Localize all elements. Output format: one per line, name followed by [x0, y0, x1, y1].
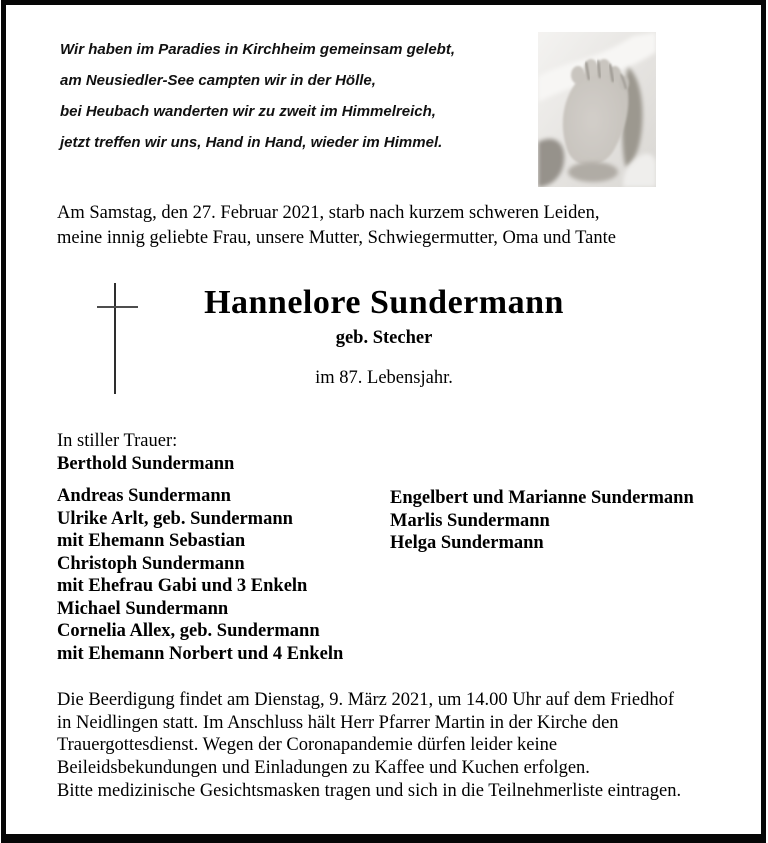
mourner-right-column	[390, 487, 694, 555]
funeral-line: Die Beerdigung findet am Dienstag, 9. März 2021, um 14.00 Uhr auf dem Friedhof	[57, 690, 675, 710]
funeral-line: Bitte medizinische Gesichtsmasken tragen und sich in die Teilnehmerliste eintragen.	[57, 780, 682, 801]
memorial-poem	[60, 34, 455, 158]
poem-line: bei Heubach wanderten wir zu zweit im Himmelreich,	[60, 103, 436, 120]
birth-name: geb. Stecher	[335, 328, 433, 348]
mourner-name: Cornelia Allex, geb. Sundermann	[57, 621, 320, 641]
deceased-name: Hannelore Sundermann	[204, 284, 564, 321]
chief-mourner-name: Berthold Sundermann	[57, 454, 235, 474]
poem-line: jetzt treffen wir uns, Hand in Hand, wieder im Himmel.	[60, 134, 443, 151]
mourning-heading: In stiller Trauer:	[57, 431, 178, 451]
intro-line: meine innig geliebte Frau, unsere Mutter, Schwiegermutter, Oma und Tante	[57, 227, 616, 248]
funeral-line: Beileidsbekundungen und Einladungen zu Kaffee und Kuchen erfolgen.	[57, 758, 590, 779]
baby-foot-photo	[538, 32, 656, 187]
intro-line: Am Samstag, den 27. Februar 2021, starb nach kurzem schweren Leiden,	[57, 203, 600, 223]
funeral-line: in Neidlingen statt. Im Anschluss hält Herr Pfarrer Martin in der Kirche den	[57, 712, 619, 733]
mourner-left-column	[57, 485, 343, 665]
mourner-name: Ulrike Arlt, geb. Sundermann	[57, 508, 293, 529]
mourner-name: Helga Sundermann	[390, 533, 544, 553]
poem-line: Wir haben im Paradies in Kirchheim gemeinsam gelebt,	[60, 41, 455, 58]
mourner-name: Engelbert und Marianne Sundermann	[390, 488, 694, 508]
poem-line: am Neusiedler-See campten wir in der Hölle,	[60, 72, 376, 89]
mourner-name: Michael Sundermann	[57, 598, 229, 619]
intro-text	[57, 201, 616, 250]
mourner-name: Marlis Sundermann	[390, 510, 550, 531]
mourner-name: Andreas Sundermann	[57, 486, 231, 506]
funeral-line: Trauergottesdienst. Wegen der Coronapandemie dürfen leider keine	[57, 735, 558, 756]
age-line: im 87. Lebensjahr.	[315, 368, 453, 388]
mourner-name: mit Ehefrau Gabi und 3 Enkeln	[57, 576, 308, 596]
mourner-name: mit Ehemann Norbert und 4 Enkeln	[57, 643, 344, 664]
mourner-name: mit Ehemann Sebastian	[57, 531, 246, 551]
mourner-name: Christoph Sundermann	[57, 553, 245, 574]
funeral-info	[57, 689, 681, 803]
